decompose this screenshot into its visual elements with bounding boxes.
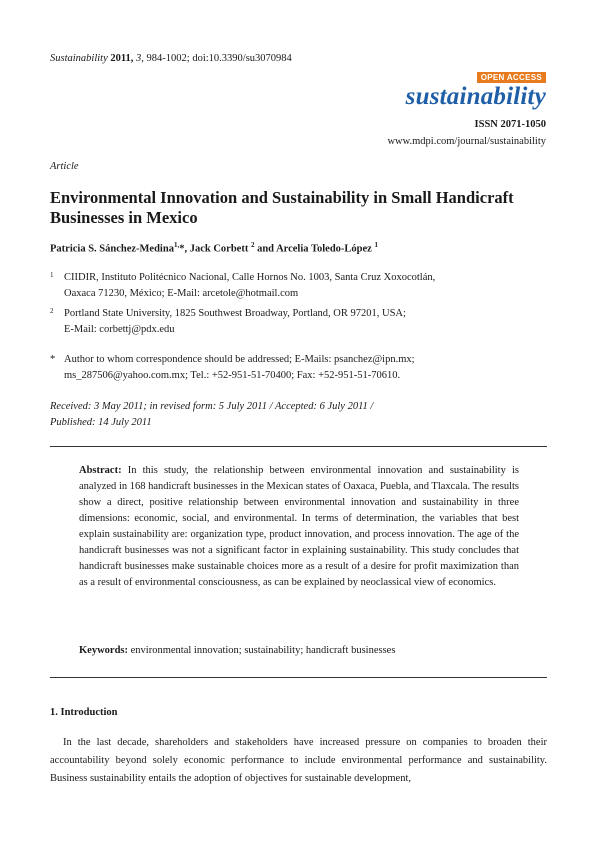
- article-type: Article: [50, 161, 79, 172]
- divider-bottom: [50, 677, 547, 678]
- author-star: *: [179, 243, 185, 255]
- issn: ISSN 2071-1050: [474, 119, 546, 130]
- keywords-text: environmental innovation; sustainability; handicraft businesses: [130, 645, 396, 656]
- journal-pages-doi: 984-1002; doi:10.3390/su3070984: [146, 53, 292, 64]
- asterisk-mark: *: [50, 354, 56, 365]
- affiliation-number: 1: [50, 271, 54, 279]
- author-name: Arcelia Toledo-López: [276, 243, 372, 255]
- author-affil-mark: 2: [250, 241, 255, 249]
- publication-dates: [50, 399, 470, 431]
- open-access-badge: OPEN ACCESS: [477, 72, 546, 83]
- correspondence-line: Author to whom correspondence should be addressed; E-Mails: psanchez@ipn.mx;: [64, 354, 415, 365]
- affiliation-line: Portland State University, 1825 Southwest Broadway, Portland, OR 97201, USA;: [64, 308, 406, 319]
- author-name: Jack Corbett: [189, 243, 249, 255]
- affiliation-number: 2: [50, 307, 54, 315]
- affiliation-line: E-Mail: corbettj@pdx.edu: [64, 324, 175, 335]
- journal-url[interactable]: www.mdpi.com/journal/sustainability: [387, 136, 546, 147]
- affiliation-line: CIIDIR, Instituto Politécnico Nacional, Calle Hornos No. 1003, Santa Cruz Xoxocotlán,: [64, 272, 436, 283]
- divider-top: [50, 446, 547, 447]
- dates-line: Published: 14 July 2011: [50, 417, 152, 428]
- journal-name: Sustainability: [50, 53, 108, 64]
- abstract-text: In this study, the relationship between environmental innovation and sustainability is analyzed in 168 handicraft businesses in the Mexican states of Oaxaca, Puebla, and Tlaxcala. The results show a direct, positive relationship between environmental innovation and sustainability in three dimensions: economic, social, and environmental. In terms of determination, the variables that best explain sustainability are: organization type, product innovation, and process innovation. The age of the handicraft businesses was not a significant factor in explaining sustainability. This study concludes that handicraft businesses make sustainable choices more as a result of a desire for profit maximization than as a result of environmental consciousness, as can be explained by neoclassical view of economics.: [79, 465, 519, 588]
- abstract-label: Abstract:: [79, 465, 122, 476]
- affiliation-line: Oaxaca 71230, México; E-Mail: arcetole@hotmail.com: [64, 288, 299, 299]
- abstract: [79, 463, 519, 591]
- corresponding-author: [50, 352, 415, 384]
- intro-paragraph: In the last decade, shareholders and stakeholders have increased pressure on companies to broaden their accountability beyond solely economic performance to include environmental performance and sustainability. Business sustainability entails the adoption of objectives for sustainable development,: [50, 737, 547, 784]
- author-affil-mark: 1: [374, 241, 378, 249]
- author-list: [50, 241, 378, 255]
- keywords-label: Keywords:: [79, 645, 128, 656]
- author-sep: ,: [184, 243, 190, 255]
- author-affil-mark: 1,: [173, 241, 180, 249]
- article-title: Environmental Innovation and Sustainability in Small Handicraft Businesses in Mexico: [50, 188, 514, 227]
- dates-line: Received: 3 May 2011; in revised form: 5 July 2011 / Accepted: 6 July 2011 /: [50, 401, 374, 412]
- author-sep: and: [254, 243, 277, 255]
- keywords: [79, 645, 395, 656]
- author-name: Patricia S. Sánchez-Medina: [50, 243, 174, 255]
- journal-volume: 3,: [136, 53, 144, 64]
- journal-logo: sustainability: [405, 83, 546, 110]
- section-heading: 1. Introduction: [50, 707, 118, 718]
- journal-year: 2011,: [110, 53, 134, 64]
- journal-reference: [50, 53, 292, 64]
- affiliation: [50, 306, 406, 338]
- affiliation: [50, 270, 435, 302]
- correspondence-line: ms_287506@yahoo.com.mx; Tel.: +52-951-51-70400; Fax: +52-951-51-70610.: [64, 370, 401, 381]
